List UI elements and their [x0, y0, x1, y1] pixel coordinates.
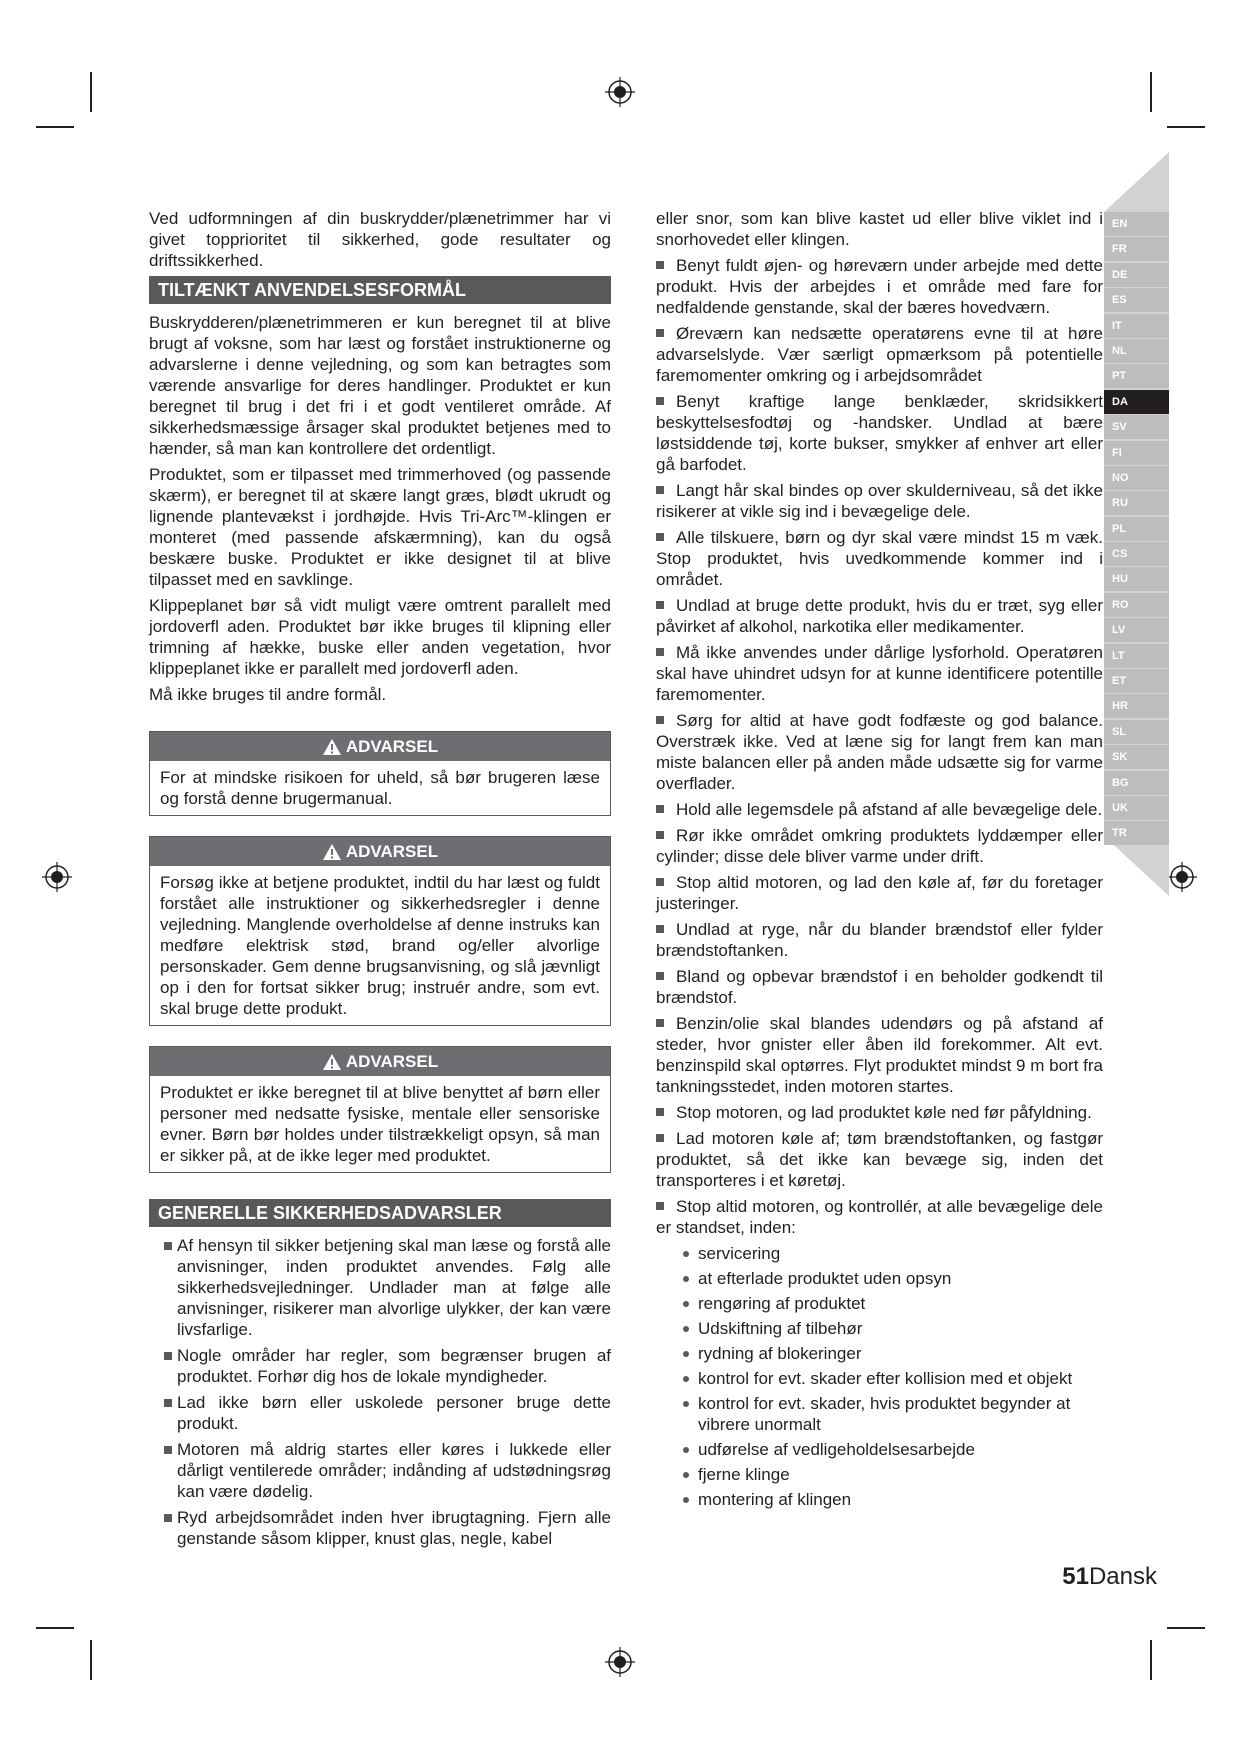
crop-mark	[1167, 1627, 1205, 1629]
language-tab-tr[interactable]: TR	[1104, 821, 1169, 845]
square-bullet-icon	[656, 878, 664, 886]
list-item: Benyt fuldt øjen- og høreværn under arbejde med dette produkt. Hvis der arbejdes i et område med fare for nedfaldende genstande, skal der bæres hovedværn.	[656, 256, 1103, 317]
square-bullet-icon	[656, 831, 664, 839]
language-tab-es[interactable]: ES	[1104, 288, 1169, 312]
sub-list-item: rydning af blokeringer	[680, 1343, 1103, 1364]
warning-box	[149, 731, 611, 816]
page-language: Dansk	[1088, 1563, 1157, 1590]
square-bullet-icon	[656, 805, 664, 813]
language-tab-pl[interactable]: PL	[1104, 517, 1169, 541]
list-item: Ryd arbejdsområdet inden hver ibrugtagning. Fjern alle genstande såsom klipper, knust glas, negle, kabel	[149, 1507, 611, 1549]
sub-list-item: kontrol for evt. skader, hvis produktet begynder at vibrere unormalt	[680, 1393, 1103, 1435]
square-bullet-icon	[656, 648, 664, 656]
warning-triangle-icon	[322, 738, 342, 756]
list-item: Lad ikke børn eller uskolede personer bruge dette produkt.	[149, 1392, 611, 1434]
registration-mark-icon	[1167, 862, 1197, 892]
list-item: Undlad at ryge, når du blander brændstof eller fylder brændstoftanken.	[656, 920, 1103, 960]
warning-title: ADVARSEL	[345, 1052, 439, 1071]
language-tab-ru[interactable]: RU	[1104, 491, 1169, 515]
list-item: Rør ikke området omkring produktets lyddæmper eller cylinder; disse dele bliver varme under drift.	[656, 826, 1103, 866]
square-bullet-icon	[656, 716, 664, 724]
square-bullet-icon	[656, 1134, 664, 1142]
crop-mark	[1150, 1640, 1152, 1680]
warning-title: ADVARSEL	[345, 737, 439, 756]
warning-triangle-icon	[322, 843, 342, 861]
sub-list-item: udførelse af vedligeholdelsesarbejde	[680, 1439, 1103, 1460]
language-tab-nl[interactable]: NL	[1104, 339, 1169, 363]
list-item: Hold alle legemsdele på afstand af alle bevægelige dele.	[656, 799, 1103, 820]
crop-mark	[1150, 72, 1152, 112]
list-item: Må ikke anvendes under dårlige lysforhold. Operatøren skal have uhindret udsyn for at kunne identificere potentille faremomenter.	[656, 643, 1103, 704]
language-tab-sk[interactable]: SK	[1104, 745, 1169, 769]
intro-paragraph: Ved udformningen af din buskrydder/plænetrimmer har vi givet topprioritet til sikkerhed, gode resultater og driftssikkerhed.	[149, 209, 611, 270]
left-column	[149, 208, 611, 1554]
safety-list	[149, 1235, 611, 1549]
warning-box	[149, 836, 611, 1026]
crop-mark	[36, 1627, 74, 1629]
language-tab-uk[interactable]: UK	[1104, 796, 1169, 820]
square-bullet-icon	[656, 261, 664, 269]
language-tab-it[interactable]: IT	[1104, 314, 1169, 338]
warning-header	[150, 837, 610, 866]
list-item: Alle tilskuere, børn og dyr skal være mindst 15 m væk. Stop produktet, hvis uvedkommende kommer ind i området.	[656, 528, 1103, 589]
language-tab-sl[interactable]: SL	[1104, 720, 1169, 744]
crop-mark	[36, 126, 74, 128]
language-tab-en[interactable]: EN	[1104, 212, 1169, 236]
square-bullet-icon	[656, 329, 664, 337]
square-bullet-icon	[656, 1019, 664, 1027]
list-item: Langt hår skal bindes op over skulderniveau, så det ikke risikerer at vikle sig ind i bevægelige dele.	[656, 481, 1103, 521]
list-item: Stop altid motoren, og lad den køle af, før du foretager justeringer.	[656, 873, 1103, 913]
square-bullet-icon	[164, 1514, 172, 1522]
language-list	[1104, 212, 1169, 847]
paragraph: Klippeplanet bør så vidt muligt være omtrent parallelt med jordoverfl aden. Produktet bør ikke bruges til klipning eller trimning af hække, buske eller anden vegetation, hvor klippeplanet ikke er parallelt med jordoverfl aden.	[149, 596, 611, 678]
crop-mark	[1167, 126, 1205, 128]
list-item: Sørg for altid at have godt fodfæste og god balance. Overstræk ikke. Ved at læne sig for langt frem kan man miste balancen eller på anden måde udsætte sig for varme overflader.	[656, 711, 1103, 793]
sub-list-item: fjerne klinge	[680, 1464, 1103, 1485]
square-bullet-icon	[656, 601, 664, 609]
language-tab-da[interactable]: DA	[1104, 390, 1169, 414]
paragraph: Produktet, som er tilpasset med trimmerhoved (og passende skærm), er beregnet til at skære langt græs, blødt ukrudt og lignende plantevækst i jordhøjde. Hvis Tri-Arc™-klingen er monteret (med passende afskærmning), kan du også beskære buske. Produktet er ikke designet til at blive tilpasset med en savklinge.	[149, 465, 611, 589]
warning-header	[150, 1047, 610, 1076]
square-bullet-icon	[656, 925, 664, 933]
paragraph: Buskrydderen/plænetrimmeren er kun beregnet til at blive brugt af voksne, som har læst og forstået instruktionerne og advarslerne i denne vejledning, og som kan betragtes som værende ansvarlige for deres handlinger. Produktet er kun beregnet til brug i det fri i et godt ventileret område. Af sikkerhedsmæssige årsager skal produktet betjenes med to hænder, så man kan kontrollere det ordentligt.	[149, 313, 611, 458]
safety-list-continued	[656, 255, 1103, 1238]
square-bullet-icon	[656, 1202, 664, 1210]
sub-list-item: at efterlade produktet uden opsyn	[680, 1268, 1103, 1289]
list-item: Undlad at bruge dette produkt, hvis du er træt, syg eller påvirket af alkohol, narkotika eller medikamenter.	[656, 596, 1103, 636]
square-bullet-icon	[164, 1352, 172, 1360]
warning-text: For at mindske risikoen for uheld, så bør brugeren læse og forstå denne brugermanual.	[160, 768, 600, 808]
sub-list	[656, 1243, 1103, 1510]
language-tab-hu[interactable]: HU	[1104, 567, 1169, 591]
warning-title: ADVARSEL	[345, 842, 439, 861]
language-tab-et[interactable]: ET	[1104, 669, 1169, 693]
language-tab-pt[interactable]: PT	[1104, 364, 1169, 388]
language-tab-cs[interactable]: CS	[1104, 542, 1169, 566]
right-column	[656, 208, 1103, 1514]
language-tab-sv[interactable]: SV	[1104, 415, 1169, 439]
registration-mark-icon	[42, 862, 72, 892]
language-tab-de[interactable]: DE	[1104, 263, 1169, 287]
square-bullet-icon	[656, 972, 664, 980]
square-bullet-icon	[656, 533, 664, 541]
square-bullet-icon	[164, 1399, 172, 1407]
language-tab-bg[interactable]: BG	[1104, 771, 1169, 795]
registration-mark-icon	[605, 77, 635, 107]
registration-mark-icon	[605, 1647, 635, 1677]
crop-mark	[90, 72, 92, 112]
square-bullet-icon	[164, 1242, 172, 1250]
section-heading: TILTÆNKT ANVENDELSESFORMÅL	[149, 276, 611, 304]
language-tab-ro[interactable]: RO	[1104, 593, 1169, 617]
sub-list-item: Udskiftning af tilbehør	[680, 1318, 1103, 1339]
continuation-paragraph: eller snor, som kan blive kastet ud eller blive viklet ind i snorhovedet eller klingen.	[656, 209, 1103, 249]
list-item: Af hensyn til sikker betjening skal man læse og forstå alle anvisninger, inden produktet anvendes. Følg alle sikkerhedsvejledninger. Undlader man at følge alle anvisninger, risikerer man alvorlige ulykker, der kan være livsfarlige.	[149, 1235, 611, 1340]
list-item: Stop altid motoren, og kontrollér, at alle bevægelige dele er standset, inden:	[656, 1197, 1103, 1237]
language-tab-lt[interactable]: LT	[1104, 644, 1169, 668]
square-bullet-icon	[656, 397, 664, 405]
warning-text: Produktet er ikke beregnet til at blive benyttet af børn eller personer med nedsatte fysiske, mentale eller sensoriske evner. Børn bør holdes under tilstrækkeligt opsyn, så man er sikker på, at de ikke leger med produktet.	[160, 1083, 600, 1165]
list-item: Benyt kraftige lange benklæder, skridsikkert beskyttelsesfodtøj og -handsker. Undlad at bære løstsiddende tøj, korte bukser, smykker af enhver art eller gå barfodet.	[656, 392, 1103, 474]
list-item: Bland og opbevar brændstof i en beholder godkendt til brændstof.	[656, 967, 1103, 1007]
language-tab-lv[interactable]: LV	[1104, 618, 1169, 642]
warning-header	[150, 732, 610, 761]
crop-mark	[90, 1640, 92, 1680]
list-item: Nogle områder har regler, som begrænser brugen af produktet. Forhør dig hos de lokale myndigheder.	[149, 1345, 611, 1387]
list-item: Lad motoren køle af; tøm brændstoftanken, og fastgør produktet, så det ikke kan bevæge sig, inden det transporteres i et køretøj.	[656, 1129, 1103, 1190]
page-footer	[1062, 1562, 1157, 1592]
list-item: Stop motoren, og lad produktet køle ned før påfyldning.	[656, 1102, 1103, 1123]
language-tab-fr[interactable]: FR	[1104, 237, 1169, 261]
sub-list-item: montering af klingen	[680, 1489, 1103, 1510]
warning-triangle-icon	[322, 1053, 342, 1071]
square-bullet-icon	[656, 1108, 664, 1116]
language-tab-no[interactable]: NO	[1104, 466, 1169, 490]
list-item: Benzin/olie skal blandes udendørs og på afstand af steder, hvor gnister eller åben ild forekommer. Alt evt. benzinspild skal optørres. Flyt produktet mindst 9 m bort fra tankningsstedet, inden motoren startes.	[656, 1014, 1103, 1096]
sub-list-item: servicering	[680, 1243, 1103, 1264]
sub-list-item: rengøring af produktet	[680, 1293, 1103, 1314]
language-tab-hr[interactable]: HR	[1104, 694, 1169, 718]
warning-box	[149, 1046, 611, 1173]
section-heading: GENERELLE SIKKERHEDSADVARSLER	[149, 1199, 611, 1227]
sub-list-item: kontrol for evt. skader efter kollision med et objekt	[680, 1368, 1103, 1389]
square-bullet-icon	[656, 486, 664, 494]
paragraph: Må ikke bruges til andre formål.	[149, 685, 387, 704]
list-item: Motoren må aldrig startes eller køres i lukkede eller dårligt ventilerede områder; indånding af udstødningsrøg kan være dødelig.	[149, 1439, 611, 1502]
list-item: Øreværn kan nedsætte operatørens evne til at høre advarselslyde. Vær særligt opmærksom på potentielle faremomenter omkring og i arbejdsområdet	[656, 324, 1103, 385]
warning-text: Forsøg ikke at betjene produktet, indtil du har læst og fuldt forstået alle instruktioner og sikkerhedsregler i denne vejledning. Manglende overholdelse af denne instruks kan medføre elektrisk stød, brand og/eller alvorlige personskader. Gem denne brugsanvisning, og slå jævnligt op i den for fortsat sikker brug; instruér andre, som evt. skal bruge dette produkt.	[160, 873, 600, 1018]
square-bullet-icon	[164, 1446, 172, 1454]
page-number: 51	[1062, 1563, 1089, 1590]
language-tab-fi[interactable]: FI	[1104, 441, 1169, 465]
